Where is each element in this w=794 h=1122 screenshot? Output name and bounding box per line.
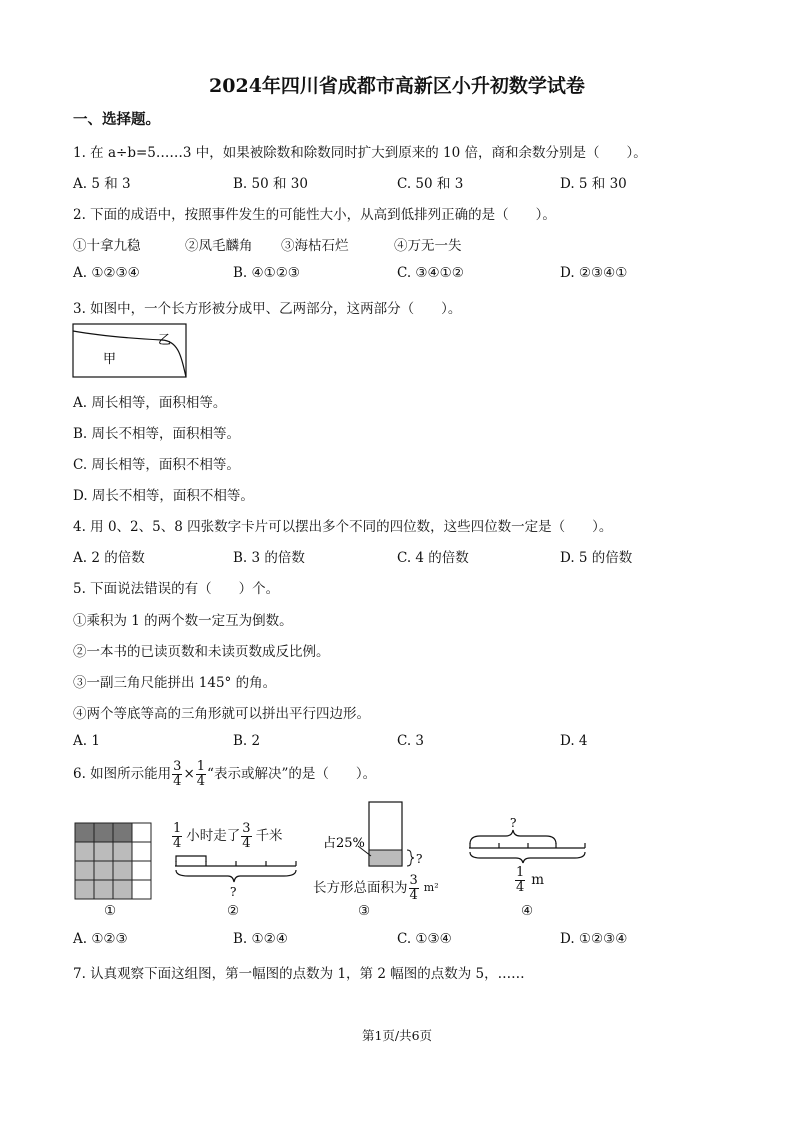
q2-option-a: A. ①②③④ [73,265,140,281]
q6-figure-3-question: ? [416,852,423,866]
q5-option-c: C. 3 [397,733,425,749]
q6-fraction-3-4: $\frac{3}{4}$ [173,759,182,789]
q6-figure-2-question: ? [230,885,237,898]
q6-figure-4-label: ④ [521,903,534,919]
q4-option-c: C. 4 的倍数 [397,550,469,566]
q1-option-a: A. 5 和 3 [73,176,131,192]
q5-statement-3: ③一副三角尺能拼出 145° 的角。 [73,675,277,691]
q6-stem: 6. 如图所示能用 $\frac{3}{4}$ × $\frac{1}{4}$ “表示或解决”的是（ ）。 [73,759,377,789]
q6-figure-4-caption: $\frac{1}{4}$ m [516,865,545,895]
q2-idiom-1: ①十拿九稳 [73,238,141,254]
q5-statement-2: ②一本书的已读页数和未读页数成反比例。 [73,644,330,660]
q7-stem: 7. 认真观察下面这组图，第一幅图的点数为 1，第 2 幅图的点数为 5，…… [73,966,525,982]
q6-option-d: D. ①②③④ [560,931,628,947]
q3-label-yi: 乙 [158,333,172,348]
q6-option-c: C. ①③④ [397,931,452,947]
q2-option-c: C. ③④①② [397,265,464,281]
q6-figure-4-line [466,814,591,864]
q2-stem: 2. 下面的成语中，按照事件发生的可能性大小，从高到低排列正确的是（ ）。 [73,207,556,223]
q3-label-jia: 甲 [103,352,117,367]
q5-stem: 5. 下面说法错误的有（ ）个。 [73,581,280,597]
page-footer: 第1页/共6页 [361,1028,433,1043]
q3-option-b: B. 周长不相等，面积相等。 [73,426,241,442]
q2-idiom-2: ②凤毛麟角 [185,238,253,254]
q5-option-b: B. 2 [233,733,261,749]
q6-fraction-1-4: $\frac{1}{4}$ [196,759,206,789]
q6-figure-3-percent: 占25% [323,836,365,851]
q5-statement-4: ④两个等底等高的三角形就可以拼出平行四边形。 [73,706,370,722]
page-title: 2024年四川省成都市高新区小升初数学试卷 [209,75,585,97]
q3-rectangle-figure [72,323,188,379]
q6-figure-4-question: ? [510,816,517,830]
q4-option-b: B. 3 的倍数 [233,550,305,566]
q5-option-d: D. 4 [560,733,588,749]
q5-statement-1: ①乘积为 1 的两个数一定互为倒数。 [73,613,293,629]
q4-option-a: A. 2 的倍数 [73,550,145,566]
q6-figure-1-label: ① [104,903,117,919]
q5-option-a: A. 1 [73,733,100,749]
q3-option-c: C. 周长相等，面积不相等。 [73,457,240,473]
q4-stem: 4. 用 0、2、5、8 四张数字卡片可以摆出多个不同的四位数，这些四位数一定是（ ）。 [73,519,613,535]
q3-option-a: A. 周长相等，面积相等。 [73,395,227,411]
q3-option-d: D. 周长不相等，面积不相等。 [73,488,254,504]
q6-figure-3-label: ③ [358,903,371,919]
q2-idiom-4: ④万无一失 [394,238,462,254]
q4-option-d: D. 5 的倍数 [560,550,633,566]
q6-figure-3-caption: 长方形总面积为 $\frac{3}{4}$ m² [313,873,439,903]
q3-stem: 3. 如图中，一个长方形被分成甲、乙两部分，这两部分（ ）。 [73,301,462,317]
section-heading: 一、选择题。 [73,111,160,128]
q6-figure-2-label: ② [227,903,240,919]
q6-option-a: A. ①②③ [73,931,128,947]
q1-stem: 1. 在 a÷b=5……3 中，如果被除数和除数同时扩大到原来的 10 倍，商和余数分别是（ ）。 [73,145,647,161]
q6-figure-2-line [172,852,302,898]
q6-figure-3-rect [315,800,430,872]
q1-option-c: C. 50 和 3 [397,176,464,192]
q6-figure-2-caption: $\frac{1}{4}$ 小时走了 $\frac{3}{4}$ 千米 [173,821,283,851]
q6-figure-1-grid [74,822,154,900]
q2-idiom-3: ③海枯石烂 [281,238,349,254]
q1-option-b: B. 50 和 30 [233,176,308,192]
q6-option-b: B. ①②④ [233,931,288,947]
q2-option-d: D. ②③④① [560,265,628,281]
q2-option-b: B. ④①②③ [233,265,300,281]
q1-option-d: D. 5 和 30 [560,176,627,192]
